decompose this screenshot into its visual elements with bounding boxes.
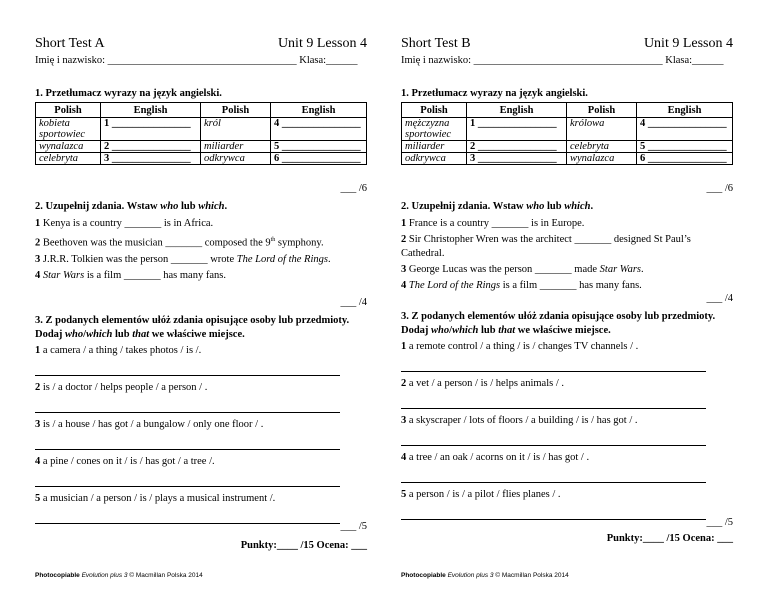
answer-blank[interactable]: 3 _______________ [101, 153, 201, 165]
list-item: 1 a camera / a thing / takes photos / is /. [35, 345, 202, 356]
unit-label: Unit 9 Lesson 4 [643, 36, 733, 51]
question-2-score: ___ /4 [706, 293, 733, 304]
answer-line[interactable] [35, 374, 340, 376]
question-3-score: ___ /5 [706, 517, 733, 528]
polish-word: odkrywca [402, 153, 467, 165]
translation-table [35, 102, 367, 165]
list-item: 2 Beethoven was the musician _______ composed the 9th symphony. [35, 237, 324, 249]
polish-word: kobieta sportowiec [36, 118, 101, 141]
question-1 [35, 88, 367, 165]
answer-blank[interactable]: 1 _______________ [101, 118, 201, 141]
answer-blank[interactable]: 1 _______________ [467, 118, 567, 141]
answer-line[interactable] [35, 485, 340, 487]
answer-line[interactable] [401, 481, 706, 483]
polish-word: celebryta [567, 141, 637, 153]
answer-blank[interactable]: 6 _______________ [637, 153, 733, 165]
polish-word: miliarder [201, 141, 271, 153]
list-item: 2 Sir Christopher Wren was the architect _______ designed St Paul’s Cathedral. [401, 234, 691, 259]
question-3-title: 3. Z podanych elementów ułóż zdania opisujące osoby lub przedmioty. Dodaj who/which lub that we właściwe miejsce. [401, 311, 716, 336]
list-item: 4 The Lord of the Rings is a film _______ has many fans. [401, 280, 642, 291]
question-1 [401, 88, 733, 165]
answer-line[interactable] [35, 448, 340, 450]
answer-line[interactable] [401, 518, 706, 520]
polish-word: wynalazca [567, 153, 637, 165]
translation-table [401, 102, 733, 165]
question-2 [401, 200, 733, 293]
col-header: Polish [201, 103, 271, 118]
table-row [36, 118, 367, 141]
question-2-title: 2. Uzupełnij zdania. Wstaw who lub which. [35, 201, 228, 212]
list-item: 2 a vet / a person / is / helps animals / . [401, 378, 565, 389]
table-row [402, 118, 733, 141]
question-1-score: ___ /6 [706, 183, 733, 194]
answer-line[interactable] [35, 411, 340, 413]
col-header: English [101, 103, 201, 118]
list-item: 4 a tree / an oak / acorns on it / is / has got / . [401, 452, 590, 463]
test-title: Short Test B [401, 36, 471, 51]
test-a-column [35, 0, 367, 594]
list-item: 5 a musician / a person / is / plays a musical instrument /. [35, 493, 276, 504]
polish-word: miliarder [402, 141, 467, 153]
unit-label: Unit 9 Lesson 4 [277, 36, 367, 51]
list-item: 3 J.R.R. Tolkien was the person _______ wrote The Lord of the Rings. [35, 253, 331, 265]
answer-blank[interactable]: 3 _______________ [467, 153, 567, 165]
test-a-header [35, 36, 367, 52]
copyright-footer: Photocopiable Evolution plus 3 © Macmillan Polska 2014 [401, 572, 569, 579]
answer-blank[interactable]: 5 _______________ [637, 141, 733, 153]
test-b-column [401, 0, 733, 594]
list-item: 1 Kenya is a country _______ is in Africa. [35, 218, 214, 229]
col-header: Polish [567, 103, 637, 118]
col-header: English [637, 103, 733, 118]
table-row [402, 141, 733, 153]
answer-blank[interactable]: 4 _______________ [637, 118, 733, 141]
question-3-score: ___ /5 [340, 521, 367, 532]
answer-line[interactable] [401, 407, 706, 409]
table-row [402, 153, 733, 165]
answer-blank[interactable]: 5 _______________ [271, 141, 367, 153]
question-2 [35, 200, 367, 283]
col-header: English [271, 103, 367, 118]
list-item: 1 a remote control / a thing / is / changes TV channels / . [401, 341, 639, 352]
list-item: 1 France is a country _______ is in Europe. [401, 218, 585, 229]
polish-word: wynalazca [36, 141, 101, 153]
table-header-row [402, 103, 733, 118]
polish-word: celebryta [36, 153, 101, 165]
list-item: 4 a pine / cones on it / is / has got / a tree /. [35, 456, 215, 467]
list-item: 3 a skyscraper / lots of floors / a building / is / has got / . [401, 415, 638, 426]
polish-word: królowa [567, 118, 637, 141]
answer-line[interactable] [35, 522, 340, 524]
total-points: Punkty:____ /15 Ocena: ___ [240, 540, 367, 551]
answer-blank[interactable]: 6 _______________ [271, 153, 367, 165]
test-title: Short Test A [35, 36, 105, 51]
name-class-field: Imię i nazwisko: ____________________________________ Klasa:______ [35, 55, 358, 66]
answer-blank[interactable]: 4 _______________ [271, 118, 367, 141]
question-3 [401, 310, 733, 525]
list-item: 4 Star Wars is a film _______ has many fans. [35, 269, 226, 281]
total-points: Punkty:____ /15 Ocena: ___ [606, 533, 733, 544]
table-header-row [36, 103, 367, 118]
answer-line[interactable] [401, 370, 706, 372]
polish-word: mężczyzna sportowiec [402, 118, 467, 141]
question-1-score: ___ /6 [340, 183, 367, 194]
copyright-footer: Photocopiable Evolution plus 3 © Macmillan Polska 2014 [35, 572, 203, 579]
question-2-score: ___ /4 [340, 297, 367, 308]
question-2-title: 2. Uzupełnij zdania. Wstaw who lub which. [401, 201, 594, 212]
question-3 [35, 314, 367, 529]
table-row [36, 141, 367, 153]
col-header: Polish [36, 103, 101, 118]
question-3-title: 3. Z podanych elementów ułóż zdania opisujące osoby lub przedmioty. Dodaj who/which lub that we właściwe miejsce. [35, 315, 350, 340]
col-header: Polish [402, 103, 467, 118]
answer-line[interactable] [401, 444, 706, 446]
test-b-header [401, 36, 733, 52]
name-class-field: Imię i nazwisko: ____________________________________ Klasa:______ [401, 55, 724, 66]
list-item: 3 George Lucas was the person _______ made Star Wars. [401, 264, 644, 275]
answer-blank[interactable]: 2 _______________ [101, 141, 201, 153]
answer-blank[interactable]: 2 _______________ [467, 141, 567, 153]
question-1-title: 1. Przetłumacz wyrazy na język angielski. [35, 88, 222, 99]
question-1-title: 1. Przetłumacz wyrazy na język angielski. [401, 88, 588, 99]
col-header: English [467, 103, 567, 118]
polish-word: odkrywca [201, 153, 271, 165]
list-item: 3 is / a house / has got / a bungalow / only one floor / . [35, 419, 264, 430]
table-row [36, 153, 367, 165]
polish-word: król [201, 118, 271, 141]
list-item: 2 is / a doctor / helps people / a person / . [35, 382, 208, 393]
list-item: 5 a person / is / a pilot / flies planes / . [401, 489, 561, 500]
